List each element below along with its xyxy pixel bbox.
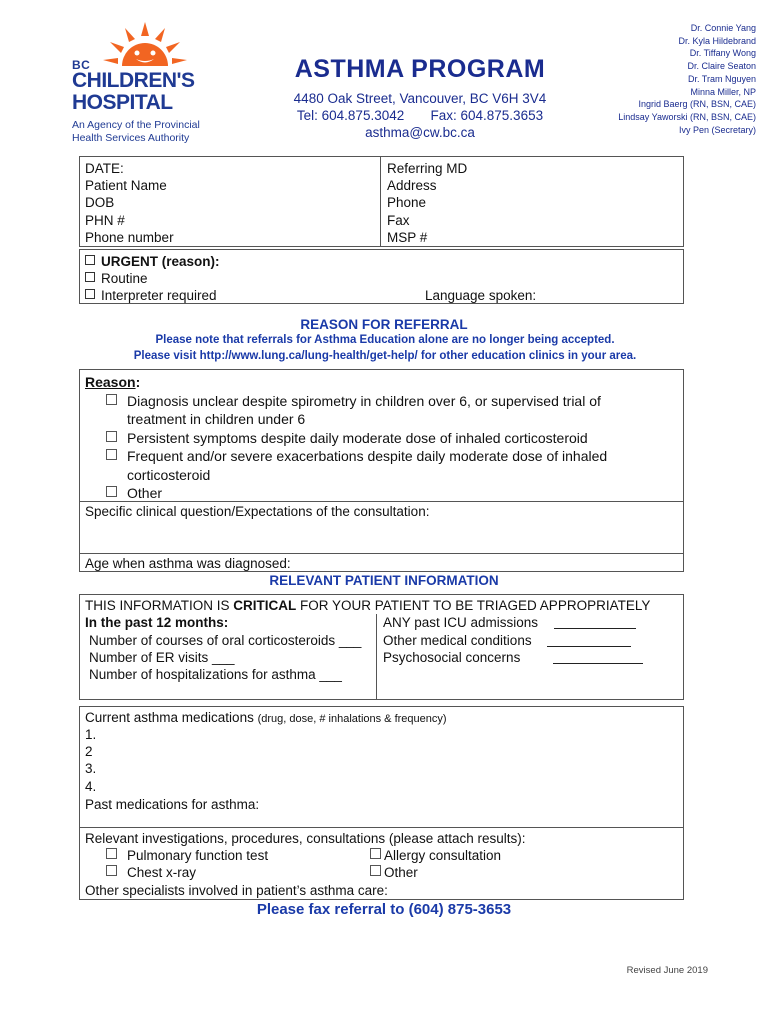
field-dob[interactable]: DOB bbox=[85, 195, 115, 211]
fax-instruction: Please fax referral to (604) 875-3653 bbox=[256, 901, 512, 918]
specific-question-field[interactable]: Specific clinical question/Expectations of the consultation: bbox=[85, 504, 430, 519]
page-title: ASTHMA PROGRAM bbox=[294, 55, 546, 83]
field-fax[interactable]: Fax bbox=[387, 212, 410, 228]
language-spoken-field[interactable]: Language spoken: bbox=[425, 288, 537, 303]
sun-icon bbox=[100, 20, 190, 70]
med-line[interactable]: 3. bbox=[85, 761, 97, 777]
med-line[interactable]: 1. bbox=[85, 727, 97, 742]
logo-subtitle-2: Health Services Authority bbox=[72, 132, 190, 144]
note-text: for other education clinics in your area. bbox=[417, 350, 637, 362]
checkbox-icon[interactable] bbox=[106, 394, 117, 405]
icu-label: ANY past ICU admissions bbox=[383, 615, 539, 630]
staff-item: Dr. Tram Nguyen bbox=[687, 73, 756, 84]
critical-post: FOR YOUR PATIENT TO BE TRIAGED APPROPRIATELY bbox=[296, 598, 651, 613]
staff-item: Ivy Pen (Secretary) bbox=[678, 124, 756, 135]
note-text: Please visit bbox=[133, 350, 200, 362]
reason-option-2[interactable] bbox=[85, 429, 607, 448]
logo-line-1: CHILDREN'S bbox=[72, 69, 195, 92]
critical-pre: THIS INFORMATION IS bbox=[85, 598, 234, 613]
field-patient-name[interactable]: Patient Name bbox=[85, 178, 167, 194]
reason-option-3[interactable] bbox=[85, 447, 607, 466]
hospitalizations-field[interactable]: Number of hospitalizations for asthma ___ bbox=[89, 667, 342, 682]
patient-left-fields bbox=[85, 160, 174, 246]
patient-info-box bbox=[79, 156, 684, 247]
staff-item: Dr. Kyla Hildebrand bbox=[678, 35, 756, 46]
field-msp[interactable]: MSP # bbox=[387, 229, 428, 245]
routine-option[interactable] bbox=[85, 270, 220, 287]
relevant-info-box bbox=[79, 594, 684, 700]
referral-note-1: Please note that referrals for Asthma Education alone are no longer being accepted. bbox=[155, 334, 615, 346]
staff-item: Lindsay Yaworski (RN, BSN, CAE) bbox=[618, 111, 756, 122]
er-visits-field[interactable]: Number of ER visits ___ bbox=[89, 650, 235, 665]
allergy-option[interactable] bbox=[370, 847, 501, 864]
reason-label-row bbox=[85, 373, 607, 392]
psychosocial-label: Psychosocial concerns bbox=[383, 650, 521, 665]
psychosocial-blank[interactable] bbox=[553, 663, 643, 664]
pft-label: Pulmonary function test bbox=[127, 848, 269, 863]
urgency-options bbox=[85, 253, 220, 305]
other-label: Other bbox=[384, 865, 418, 880]
lung-link[interactable]: http://www.lung.ca/lung-health/get-help/ bbox=[199, 350, 418, 362]
divider bbox=[80, 553, 683, 554]
staff-item: Dr. Tiffany Wong bbox=[689, 48, 756, 59]
checkbox-icon[interactable] bbox=[106, 486, 117, 497]
urgent-option[interactable] bbox=[85, 253, 220, 270]
revised-date: Revised June 2019 bbox=[626, 965, 708, 976]
divider bbox=[376, 614, 377, 699]
meds-list bbox=[85, 726, 96, 795]
reason-option-3-cont: corticosteroid bbox=[127, 466, 211, 483]
other-conditions-label: Other medical conditions bbox=[383, 633, 532, 648]
psychosocial-field[interactable] bbox=[383, 649, 520, 666]
contact-line bbox=[250, 108, 590, 123]
referral-heading: REASON FOR REFERRAL bbox=[300, 317, 468, 332]
investigations-label: Relevant investigations, procedures, consultations (please attach results): bbox=[85, 831, 526, 846]
field-address[interactable]: Address bbox=[387, 178, 437, 194]
staff-item: Dr. Claire Seaton bbox=[687, 61, 756, 72]
interpreter-option[interactable] bbox=[85, 287, 220, 304]
reason-option-1-cont: treatment in children under 6 bbox=[127, 411, 306, 427]
divider bbox=[80, 827, 683, 828]
med-line[interactable]: 2 bbox=[85, 744, 93, 760]
logo-bc: BC bbox=[72, 58, 91, 72]
checkbox-icon[interactable] bbox=[85, 289, 95, 299]
med-line[interactable]: 4. bbox=[85, 778, 97, 794]
medications-box bbox=[79, 706, 684, 900]
option-text: Persistent symptoms despite daily moderate dose of inhaled corticosteroid bbox=[127, 429, 588, 446]
critical-note bbox=[85, 597, 650, 614]
reason-option-1[interactable] bbox=[85, 392, 607, 411]
fax: Fax: 604.875.3653 bbox=[430, 108, 544, 123]
critical-bold: CRITICAL bbox=[233, 598, 297, 613]
other-investigation-option[interactable] bbox=[370, 864, 418, 881]
patient-right-fields bbox=[387, 160, 467, 246]
logo-line-2: HOSPITAL bbox=[72, 91, 173, 114]
checkbox-icon[interactable] bbox=[106, 848, 117, 859]
option-text: Other bbox=[127, 485, 163, 501]
divider bbox=[80, 501, 683, 502]
other-conditions-field[interactable] bbox=[383, 632, 532, 649]
other-conditions-blank[interactable] bbox=[547, 646, 631, 647]
field-phone-number[interactable]: Phone number bbox=[85, 229, 174, 245]
reason-options bbox=[85, 373, 607, 503]
checkbox-icon[interactable] bbox=[106, 431, 117, 442]
tel: Tel: 604.875.3042 bbox=[296, 108, 405, 123]
checkbox-icon[interactable] bbox=[85, 272, 95, 282]
field-referring-md[interactable]: Referring MD bbox=[387, 161, 468, 176]
checkbox-icon[interactable] bbox=[106, 449, 117, 460]
field-phone[interactable]: Phone bbox=[387, 195, 427, 211]
urgent-label: URGENT (reason): bbox=[101, 254, 220, 269]
field-date[interactable]: DATE: bbox=[85, 161, 124, 176]
bc-childrens-hospital-logo bbox=[62, 20, 212, 148]
staff-list bbox=[618, 22, 756, 136]
age-diagnosed-field[interactable]: Age when asthma was diagnosed: bbox=[85, 556, 291, 571]
courses-field[interactable]: Number of courses of oral corticosteroids ___ bbox=[89, 633, 362, 648]
referral-note-2 bbox=[60, 350, 710, 362]
checkbox-icon[interactable] bbox=[370, 865, 381, 876]
reason-option-other[interactable] bbox=[85, 484, 607, 503]
checkbox-icon[interactable] bbox=[370, 848, 381, 859]
relevant-heading: RELEVANT PATIENT INFORMATION bbox=[269, 573, 499, 588]
interpreter-label: Interpreter required bbox=[101, 288, 217, 304]
past-meds-field[interactable]: Past medications for asthma: bbox=[85, 797, 260, 812]
xray-label: Chest x-ray bbox=[127, 865, 197, 880]
staff-item: Minna Miller, NP bbox=[690, 86, 756, 97]
current-meds-note: (drug, dose, # inhalations & frequency) bbox=[257, 713, 447, 725]
staff-item: Ingrid Baerg (RN, BSN, CAE) bbox=[638, 99, 756, 110]
address: 4480 Oak Street, Vancouver, BC V6H 3V4 bbox=[293, 91, 547, 106]
allergy-label: Allergy consultation bbox=[384, 848, 502, 863]
option-text: Frequent and/or severe exacerbations despite daily moderate dose of inhaled bbox=[127, 448, 608, 464]
current-meds-label bbox=[85, 709, 447, 728]
reason-box bbox=[79, 369, 684, 572]
current-meds-text: Current asthma medications bbox=[85, 710, 254, 725]
icu-blank[interactable] bbox=[554, 628, 636, 629]
xray-option[interactable] bbox=[106, 864, 196, 881]
pft-option[interactable] bbox=[106, 847, 268, 864]
past-12-months-heading: In the past 12 months: bbox=[85, 615, 229, 630]
reason-colon: : bbox=[135, 374, 141, 390]
option-text: Diagnosis unclear despite spirometry in children over 6, or supervised trial of bbox=[127, 392, 601, 409]
specialists-field[interactable]: Other specialists involved in patient’s asthma care: bbox=[85, 883, 388, 898]
email: asthma@cw.bc.ca bbox=[365, 125, 475, 140]
reason-label: Reason bbox=[85, 374, 136, 390]
checkbox-icon[interactable] bbox=[106, 865, 117, 876]
icu-field[interactable] bbox=[383, 614, 538, 631]
urgency-box bbox=[79, 249, 684, 304]
staff-item: Dr. Connie Yang bbox=[690, 23, 756, 33]
checkbox-icon[interactable] bbox=[85, 255, 95, 265]
field-phn[interactable]: PHN # bbox=[85, 212, 125, 228]
logo-subtitle-1: An Agency of the Provincial bbox=[72, 119, 200, 131]
routine-label: Routine bbox=[101, 271, 148, 287]
divider bbox=[380, 157, 381, 246]
